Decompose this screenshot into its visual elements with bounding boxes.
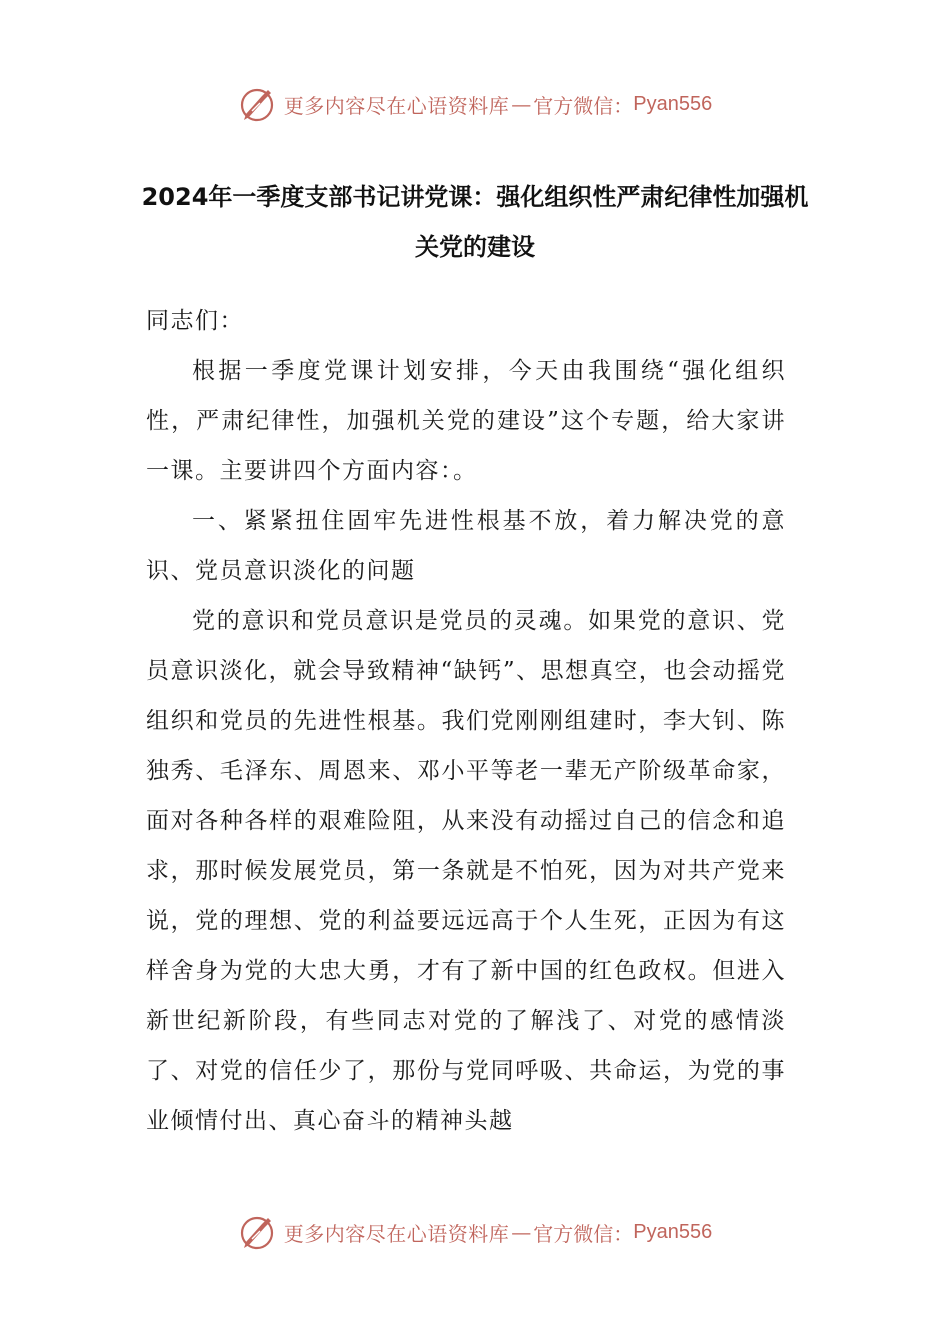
document-title: 2024年一季度支部书记讲党课：强化组织性严肃纪律性加强机关党的建设	[141, 183, 809, 261]
header-banner	[0, 82, 950, 126]
banner-text: 更多内容尽在心语资料库	[283, 1221, 510, 1246]
banner-wechat-label: 官方微信：	[533, 1221, 634, 1246]
pen-nib-logo-icon	[238, 1212, 278, 1252]
footer-banner	[0, 1210, 950, 1254]
paragraph-intro: 根据一季度党课计划安排，今天由我围绕“强化组织性，严肃纪律性，加强机关党的建设”这个专题，给大家讲一课。主要讲四个方面内容：。	[146, 358, 786, 484]
paragraph-body: 党的意识和党员意识是党员的灵魂。如果党的意识、党员意识淡化，就会导致精神“缺钙”、思想真空，也会动摇党组织和党员的先进性根基。我们党刚刚组建时，李大钊、陈独秀、毛泽东、周恩来、邓小平等老一辈无产阶级革命家，面对各种各样的艰难险阻，从来没有动摇过自己的信念和追求，那时候发展党员，第一条就是不怕死，因为对共产党来说，党的理想、党的利益要远远高于个人生死，正因为有这样舍身为党的大忠大勇，才有了新中国的红色政权。但进入新世纪新阶段，有些同志对党的了解浅了、对党的感情淡了、对党的信任少了，那份与党同呼吸、共命运，为党的事业倾情付出、真心奋斗的精神头越	[146, 608, 786, 1134]
salutation: 同志们：	[146, 308, 244, 334]
banner-wechat-id: Pyan556	[633, 92, 713, 115]
banner-wechat-label: 官方微信：	[533, 93, 634, 118]
banner-separator: —	[511, 92, 532, 116]
banner-wechat-id: Pyan556	[633, 1220, 713, 1243]
document-body	[146, 296, 786, 1146]
pen-nib-logo-icon	[238, 84, 278, 124]
banner-text: 更多内容尽在心语资料库	[283, 93, 510, 118]
section-heading-1: 一、紧紧扭住固牢先进性根基不放，着力解决党的意识、党员意识淡化的问题	[146, 508, 786, 584]
banner-separator: —	[511, 1220, 532, 1244]
